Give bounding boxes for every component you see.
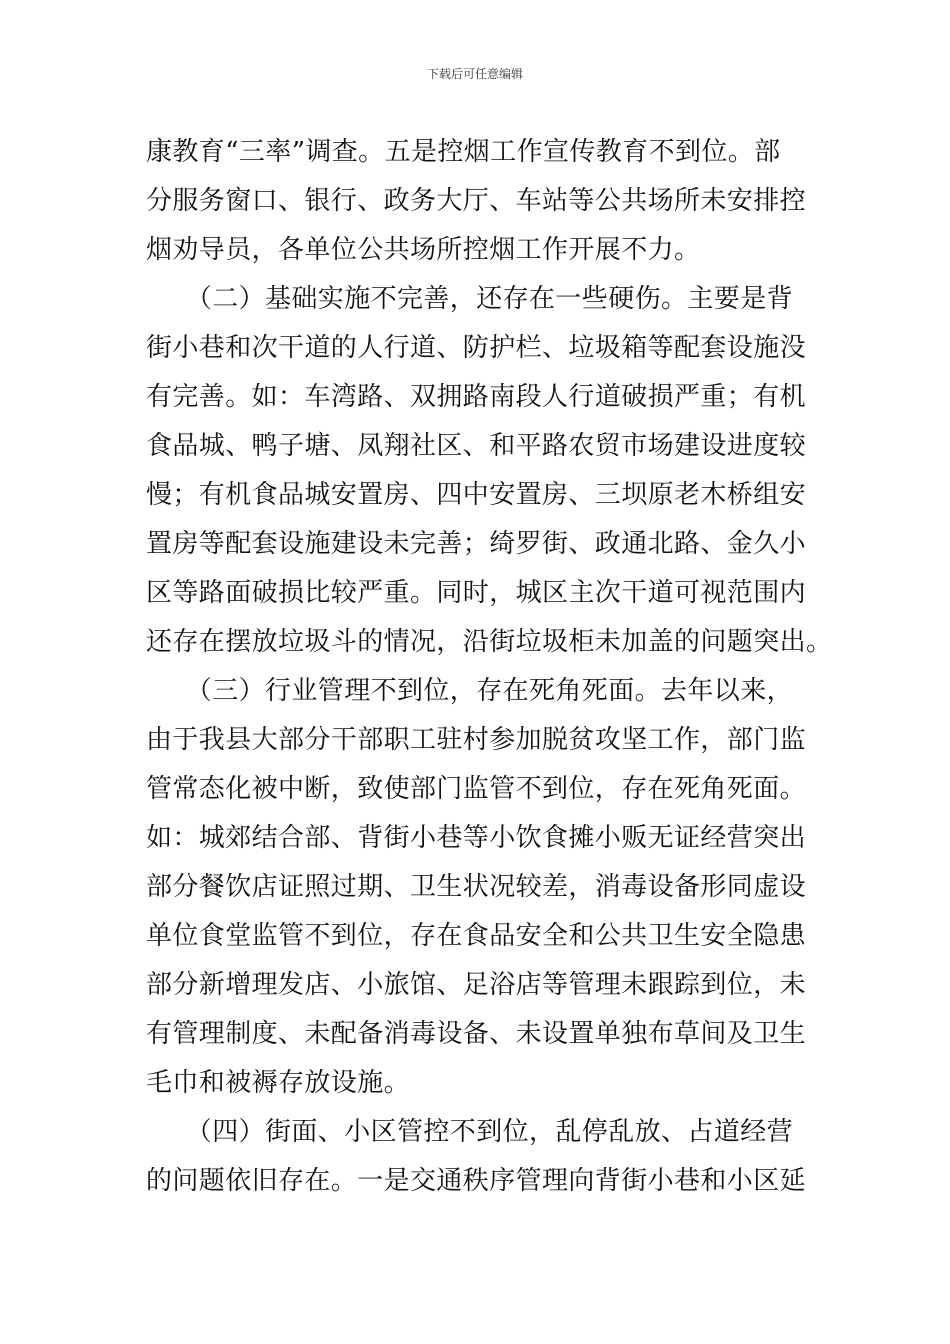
paragraph-start-line: （四）街面、小区管控不到位，乱停乱放、占道经营 bbox=[146, 1117, 794, 1147]
text-line: 部分餐饮店证照过期、卫生状况较差，消毒设备形同虚设 bbox=[146, 872, 807, 902]
text-line: 单位食堂监管不到位，存在食品安全和公共卫生安全隐患 bbox=[146, 921, 807, 951]
text-line: 部分新增理发店、小旅馆、足浴店等管理未跟踪到位，未 bbox=[146, 970, 807, 1000]
text-line: 慢；有机食品城安置房、四中安置房、三坝原老木桥组安 bbox=[146, 480, 807, 510]
text-line: 有完善。如：车湾路、双拥路南段人行道破损严重；有机 bbox=[146, 382, 807, 412]
text-line: 食品城、鸭子塘、凤翔社区、和平路农贸市场建设进度较 bbox=[146, 431, 807, 461]
text-line: 烟劝导员，各单位公共场所控烟工作开展不力。 bbox=[146, 235, 701, 265]
text-line: 还存在摆放垃圾斗的情况，沿街垃圾柜未加盖的问题突出。 bbox=[146, 627, 833, 657]
text-line: 有管理制度、未配备消毒设备、未设置单独布草间及卫生 bbox=[146, 1019, 807, 1049]
text-line: 康教育“三率”调查。五是控烟工作宣传教育不到位。部 bbox=[146, 137, 781, 167]
text-line: 区等路面破损比较严重。同时，城区主次干道可视范围内 bbox=[146, 578, 807, 608]
text-line: 由于我县大部分干部职工驻村参加脱贫攻坚工作，部门监 bbox=[146, 725, 807, 755]
text-line: 毛巾和被褥存放设施。 bbox=[146, 1068, 411, 1098]
text-line: 的问题依旧存在。一是交通秩序管理向背街小巷和小区延 bbox=[146, 1166, 807, 1196]
page-header-note: 下载后可任意编辑 bbox=[426, 67, 523, 81]
paragraph-start-line: （二）基础实施不完善，还存在一些硬伤。主要是背 bbox=[146, 284, 794, 314]
text-line: 如：城郊结合部、背街小巷等小饮食摊小贩无证经营突出 bbox=[146, 823, 807, 853]
text-line: 分服务窗口、银行、政务大厅、车站等公共场所未安排控 bbox=[146, 186, 807, 216]
paragraph-start-line: （三）行业管理不到位，存在死角死面。去年以来， bbox=[146, 676, 794, 706]
document-body bbox=[146, 128, 833, 1206]
text-line: 街小巷和次干道的人行道、防护栏、垃圾箱等配套设施没 bbox=[146, 333, 807, 363]
text-line: 置房等配套设施建设未完善；绮罗街、政通北路、金久小 bbox=[146, 529, 807, 559]
text-line: 管常态化被中断，致使部门监管不到位，存在死角死面。 bbox=[146, 774, 807, 804]
